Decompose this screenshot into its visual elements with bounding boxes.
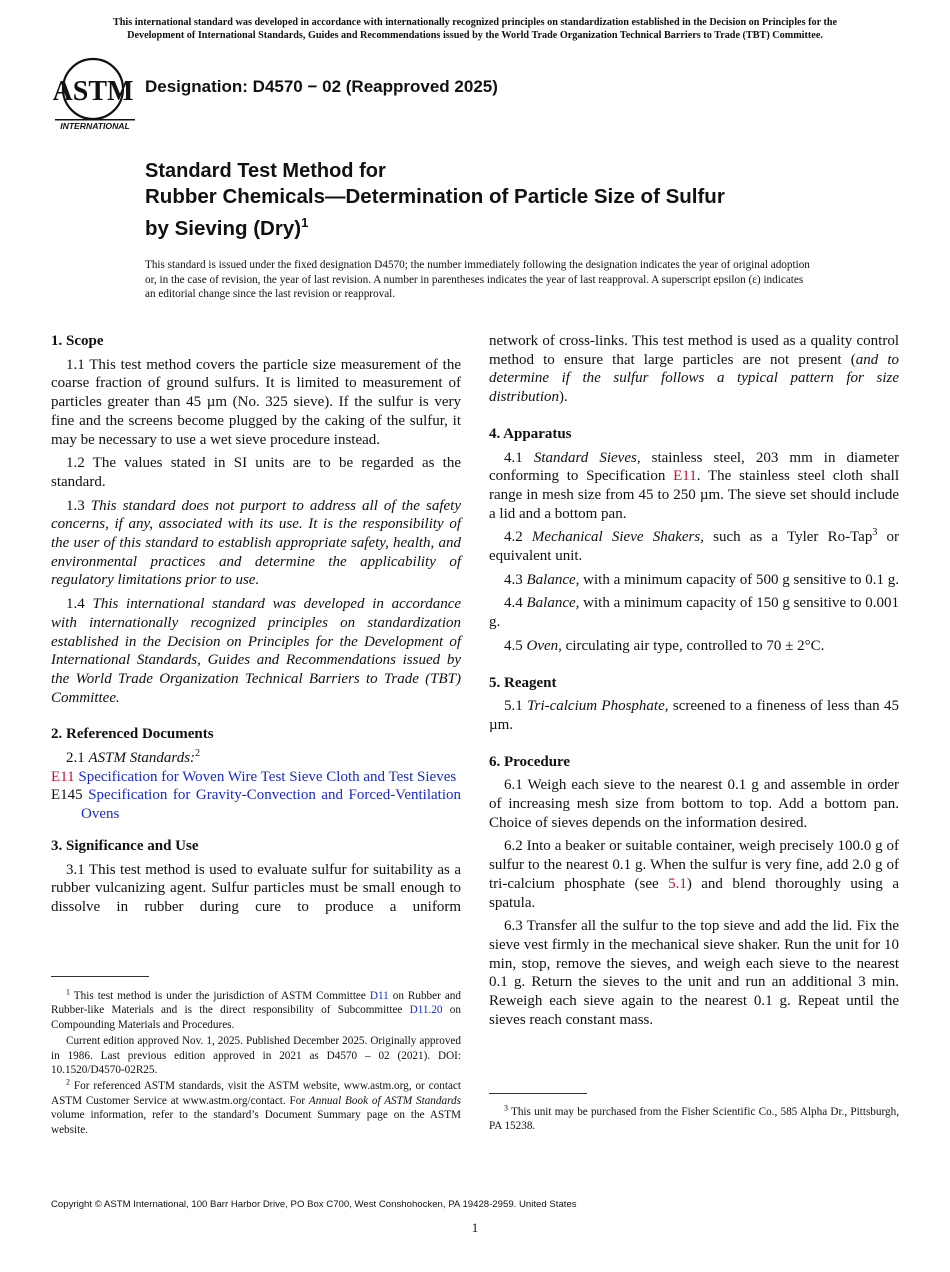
para-4-2-term: Mechanical Sieve Shakers, [531,529,704,546]
para-4-5-text: circulating air type, controlled to 70 ± 2°C. [561,637,825,654]
reference-e11-code[interactable]: E11 [51,768,75,785]
para-4-2-text-b: or equivalent unit. [489,529,900,565]
designation: Designation: D4570 − 02 (Reapproved 2025) [145,77,498,96]
para-4-1-num: 4.1 [504,449,534,466]
para-4-3 [489,571,899,590]
footnote-1-current-edition: Current edition approved Nov. 1, 2025. Published December 2025. Originally approved in 1986. Last previous edition approved in 2021 as D4570 – 02 (2021). DOI: 10.1520/D4570-02R25. [51,1035,461,1077]
title-footnote-mark[interactable]: 1 [301,215,309,230]
para-6-2-link-5-1[interactable]: 5.1 [668,875,687,892]
para-4-4 [489,594,899,631]
para-2-1-footnote-mark[interactable]: 2 [195,748,201,760]
para-4-2-text-a: such as a Tyler Ro-Tap [703,529,873,546]
para-4-1-text-a: stainless steel, 203 mm in diameter conforming to Specification [489,449,900,485]
footnote-1-text-a: This test method is under the jurisdiction of ASTM Committee [70,990,370,1002]
para-1-4-text: This international standard was developed in accordance with internationally recognized principles on standardization established in the Decision on Principles for the Development of International Standards, Guides and Recommendations issued by the World Trade Organization Technical Barriers to Trade (TBT) Committee. [51,596,462,706]
para-1-3 [51,497,461,591]
section-heading-reagent: 5. Reagent [489,674,557,691]
section-heading-referenced: 2. Referenced Documents [51,726,214,743]
para-4-4-term: Balance, [526,595,580,612]
para-6-2 [489,837,899,912]
footnotes-right [489,1093,899,1136]
document-title [145,159,845,242]
footnote-1-link-d11-20[interactable]: D11.20 [409,1004,443,1017]
para-1-3-num: 1.3 [66,497,91,514]
title-line-2: Rubber Chemicals—Determination of Particle Size of Sulfur [145,185,725,208]
reference-e145-title-link[interactable]: Specification for Gravity-Convection and Forced-Ventilation Ovens [81,787,462,823]
copyright: Copyright © ASTM International, 100 Barr Harbor Drive, PO Box C700, West Conshohocken, PA 19428-2959. United States [51,1199,577,1210]
footnote-1-mark: 1 [66,987,70,997]
footnote-2 [51,1079,461,1137]
para-3-1-cont-b: ). [559,389,568,406]
right-column [489,332,899,1035]
para-1-4-num: 1.4 [66,596,93,613]
para-2-1-num: 2.1 [66,750,89,767]
footnote-2-text-a: For referenced ASTM standards, visit the ASTM website, www.astm.org, or contact ASTM Customer Service at www.astm.org/contact. For [51,1080,461,1107]
logo-text: ASTM [53,76,134,107]
footnote-3-text: This unit may be purchased from the Fisher Scientific Co., 585 Alpha Dr., Pittsburgh, PA 15238. [489,1106,899,1133]
para-4-2 [489,528,899,565]
title-line-3 [145,210,845,242]
footnote-3 [489,1105,899,1134]
page-number: 1 [471,1220,479,1235]
para-3-1-continued [489,332,899,407]
section-heading-apparatus: 4. Apparatus [489,425,572,442]
para-5-1-term: Tri-calcium Phosphate, [527,698,669,715]
para-4-3-text: with a minimum capacity of 500 g sensitive to 0.1 g. [579,571,899,588]
reference-e11-title-link[interactable]: Specification for Woven Wire Test Sieve Cloth and Test Sieves [78,768,457,785]
footnote-2-italic: Annual Book of ASTM Standards [308,1094,461,1107]
astm-logo [53,55,137,133]
section-heading-scope: 1. Scope [51,333,104,349]
para-4-2-footnote-mark[interactable]: 3 [872,527,878,539]
reference-e145-code: E145 [51,787,83,804]
para-4-5 [489,637,899,656]
para-5-1-text: screened to a fineness of less than 45 µm. [489,698,900,733]
para-6-2-text-a: 6.2 Into a beaker or suitable container, weigh precisely 100.0 g of sulfur to the nearest 0.1 g. When the sulfur is very fine, add 2.0 g of tri-calcium phosphate (see [489,838,899,892]
para-4-5-num: 4.5 [504,637,527,654]
title-line-3-text: by Sieving (Dry) [145,216,302,240]
para-2-1-text: ASTM Standards: [88,750,196,767]
para-4-1 [489,449,899,524]
para-1-3-text: This standard does not purport to address all of the safety concerns, if any, associated with its use. It is the responsibility of the user of this standard to establish appropriate safety, health, and environmental practices and determine the applicability of regulatory limitations prior to use. [51,497,461,589]
reference-e145 [51,786,461,823]
notice-line-1: This international standard was developed in accordance with internationally recognized principles on standardization established in the Decision on Principles for the [112,17,838,28]
footnote-1 [51,989,461,1032]
para-4-1-text-b: . The stainless steel cloth shall range in mesh size from 45 to 250 µm. The sieve set should include a lid and a bottom pan. [489,468,899,522]
para-6-2-text-b: ) and blend thoroughly using a spatula. [489,875,899,911]
reference-e11 [51,768,461,787]
footnote-1-text-b: on Rubber and Rubber-like Materials and is the direct responsibility of Subcommittee [51,990,461,1017]
title-line-1: Standard Test Method for [145,160,386,182]
para-4-1-link-e11[interactable]: E11 [673,468,697,485]
astm-logo-mark [53,55,137,133]
notice-line-2: Development of International Standards, Guides and Recommendations issued by the World Trade Organization Technical Barriers to Trade (TBT) Committee. [127,30,823,41]
issued-note: This standard is issued under the fixed designation D4570; the number immediately following the designation indicates the year of original adoption or, in the case of revision, the year of last revision. A number in parentheses indicates the year of last reapproval. A superscript epsilon (ε) indicates an editorial change since the last revision or reapproval. [145,259,810,301]
footnote-1-link-d11[interactable]: D11 [369,990,389,1002]
para-5-1-num: 5.1 [504,698,528,715]
para-4-1-term: Standard Sieves, [533,449,641,466]
para-1-2: 1.2 The values stated in SI units are to be regarded as the standard. [51,455,461,490]
para-6-3: 6.3 Transfer all the sulfur to the top sieve and add the lid. Fix the sieve vest firmly in the mechanical sieve shaker. Run the unit for 10 min, stop, remove the sieves, and weigh each sieve to the nearest 0.1 g. Return the sieves to the unit and run an additional 3 min. Reweigh each sieve again to the nearest 0.1 g. Repeat until the sieves reach constant mass. [489,918,899,1028]
para-1-4 [51,595,461,707]
para-4-4-num: 4.4 [504,595,527,612]
footnote-2-mark: 2 [66,1077,70,1087]
para-3-1-cont-a: network of cross-links. This test method is used as a quality control method to ensure that large particles are not present ( [489,333,899,368]
para-4-3-term: Balance, [526,571,580,588]
section-heading-significance: 3. Significance and Use [51,837,199,854]
footnote-3-mark: 3 [504,1103,508,1113]
para-1-1: 1.1 This test method covers the particle size measurement of the coarse fraction of ground sulfurs. It is limited to measurement of particles greater than 45 µm (No. 325 sieve). If the sulfur is very fine and the screens become plugged by the caking of the sulfur, it may be necessary to use a wet sieve procedure instead. [51,356,461,448]
footnote-2-text-b: volume information, refer to the standard’s Document Summary page on the ASTM website. [51,1109,461,1136]
footnotes-left [51,976,461,1139]
para-4-2-num: 4.2 [504,529,532,546]
footnote-1-text-c: on Compounding Materials and Procedures. [51,1004,461,1031]
para-3-1: 3.1 This test method is used to evaluate sulfur for suitability as a rubber vulcanizing agent. Sulfur particles must be small enough to dissolve in rubber during cure to produce a uniform [51,861,461,915]
para-2-1 [51,749,461,768]
left-column [51,332,461,922]
section-heading-procedure: 6. Procedure [489,753,571,770]
logo-subtext: INTERNATIONAL [60,121,130,131]
para-6-1: 6.1 Weigh each sieve to the nearest 0.1 g and assemble in order of increasing mesh size from bottom to top. Add a bottom pan. Choice of sieves depends on the information desired. [489,777,899,831]
para-4-4-text: with a minimum capacity of 150 g sensitive to 0.001 g. [489,595,899,631]
top-notice [40,16,910,42]
para-5-1 [489,697,899,734]
para-4-3-num: 4.3 [504,571,527,588]
para-4-5-term: Oven, [526,637,562,654]
para-3-1-cont-italic: and to determine if the sulfur follows a typical pattern for size distribution [489,351,899,406]
